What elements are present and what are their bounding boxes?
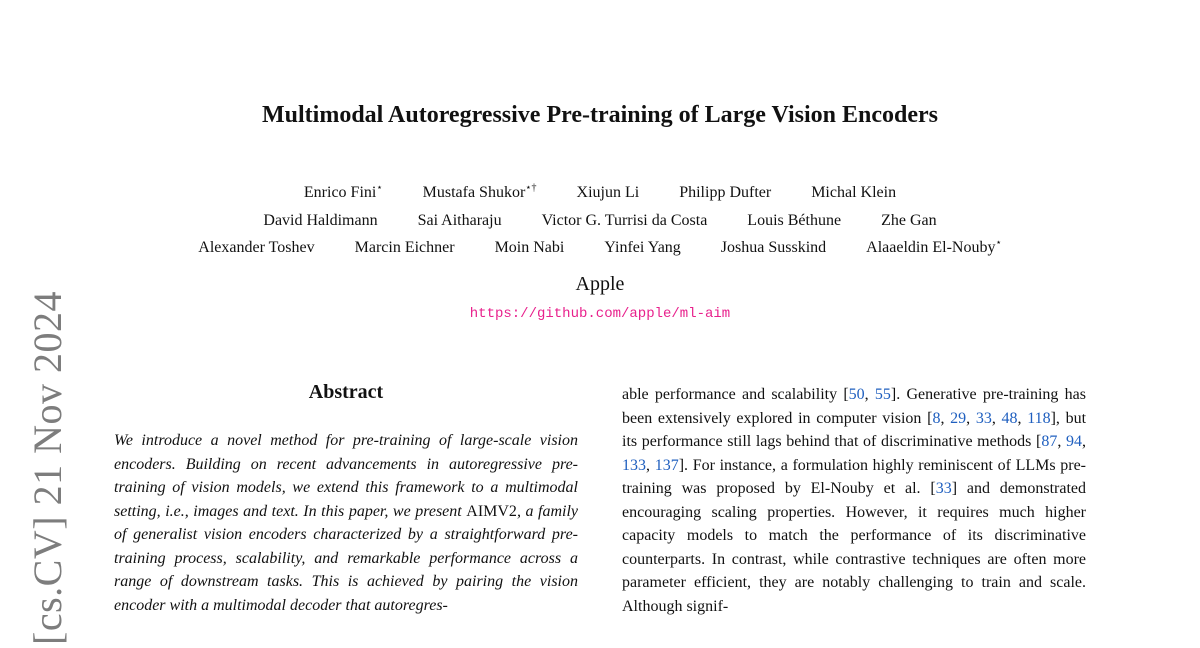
affiliation: Apple bbox=[575, 273, 625, 295]
author: Philipp Dufter bbox=[679, 184, 772, 201]
author-list-row-1 bbox=[0, 183, 1200, 203]
author: Alexander Toshev bbox=[198, 239, 315, 256]
author: Zhe Gan bbox=[881, 212, 937, 229]
citation-link[interactable]: 48 bbox=[1001, 409, 1018, 427]
author-list-row-3 bbox=[0, 238, 1200, 258]
arxiv-side-stamp: [cs.CV] 21 Nov 2024 bbox=[25, 291, 70, 645]
author: Michal Klein bbox=[811, 184, 897, 201]
author: Enrico Fini⋆ bbox=[303, 182, 383, 201]
author: David Haldimann bbox=[263, 212, 378, 229]
author: Marcin Eichner bbox=[354, 239, 455, 256]
citation-link[interactable]: 50 bbox=[848, 386, 865, 403]
model-name: AIMV2 bbox=[466, 502, 517, 520]
paper-title: Multimodal Autoregressive Pre-training of Large Vision Encoders bbox=[262, 102, 938, 128]
author: Moin Nabi bbox=[494, 239, 565, 256]
citation-link[interactable]: 55 bbox=[874, 386, 891, 403]
author-list-row-2 bbox=[0, 211, 1200, 231]
citation-link[interactable]: 8 bbox=[932, 409, 941, 427]
author: Mustafa Shukor⋆† bbox=[422, 182, 537, 201]
introduction-paragraph: able performance and scalability [50, 55]. Generative pre-training has been extensively explored in computer vision [8, 29, 33, 48, 118], but its performance still lags behind that of discriminative methods [87, 94, 133, 137]. For instance, a formulation highly reminiscent of LLMs pre-training was proposed by El-Nouby et al. [33] and demonstrated encouraging scaling properties. However, it requires much higher capacity models to match the performance of its discriminative counterparts. In contrast, while contrastive techniques are often more parameter efficient, they are notably challenging to train and scale. Although signif- bbox=[622, 386, 1087, 615]
author: Victor G. Turrisi da Costa bbox=[541, 212, 708, 229]
author: Sai Aitharaju bbox=[417, 212, 502, 229]
citation-link[interactable]: 87 bbox=[1041, 433, 1058, 450]
citation-link[interactable]: 29 bbox=[950, 409, 967, 427]
author: Joshua Susskind bbox=[720, 239, 827, 256]
repository-link[interactable]: https://github.com/apple/ml-aim bbox=[469, 306, 731, 322]
abstract-heading: Abstract bbox=[308, 381, 384, 403]
abstract-paragraph: We introduce a novel method for pre-training of large-scale vision encoders. Building on recent advancements in autoregressive pre-training of vision models, we extend this framework to a multimodal setting, i.e., images and text. In this paper, we present AIMV2, a family of generalist vision encoders characterized by a straightforward pre-training process, scalability, and remarkable performance across a range of downstream tasks. This is achieved by pairing the vision encoder with a multimodal decoder that autoregres- bbox=[114, 432, 578, 614]
author: Yinfei Yang bbox=[604, 239, 681, 256]
citation-link[interactable]: 94 bbox=[1066, 433, 1083, 450]
citation-link[interactable]: 33 bbox=[935, 480, 952, 497]
citation-link[interactable]: 137 bbox=[654, 456, 679, 474]
citation-link[interactable]: 133 bbox=[622, 456, 646, 474]
author: Alaaeldin El-Nouby⋆ bbox=[866, 237, 1002, 256]
citation-link[interactable]: 33 bbox=[975, 409, 992, 427]
author: Louis Béthune bbox=[747, 212, 842, 229]
citation-link[interactable]: 118 bbox=[1027, 409, 1051, 427]
author: Xiujun Li bbox=[576, 184, 640, 201]
